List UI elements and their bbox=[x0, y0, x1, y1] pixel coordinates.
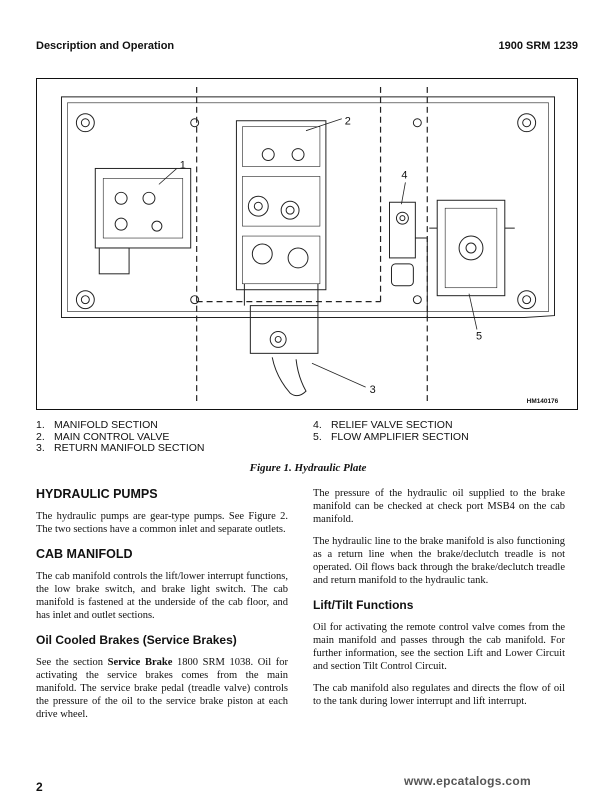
legend-item: 2. MAIN CONTROL VALVE bbox=[36, 430, 170, 443]
paragraph-brakes: See the section Service Brake 1800 SRM 1038. Oil for activating the service brakes comes from the main manifold. The service brake pedal (treadle valve) controls the pressure of the oil to the service brake piston at each drive wheel. bbox=[36, 657, 289, 720]
paragraph-return-line: The hydraulic line to the brake manifold is also functioning as a return line when the brake/declutch treadle is not operated. Oil flows back through the brake/declutch treadle and return manifold to the hydraulic tank. bbox=[313, 536, 565, 586]
paragraph-lift-tilt: Oil for activating the remote control valve comes from the main manifold and passes through the cab manifold. For further information, see the section Lift and Lower Circuit and section Tilt Control Circuit. bbox=[313, 622, 565, 672]
hydraulic-plate-drawing bbox=[37, 79, 577, 409]
legend-item: 4. RELIEF VALVE SECTION bbox=[313, 419, 453, 431]
heading-lift-tilt: Lift/Tilt Functions bbox=[313, 598, 414, 612]
left-column bbox=[36, 487, 288, 721]
heading-hydraulic-pumps: HYDRAULIC PUMPS bbox=[36, 487, 158, 501]
callout-2: 2 bbox=[344, 115, 351, 128]
paragraph-cab-regulation: The cab manifold also regulates and directs the flow of oil to the tank during lower interrupt and lift interrupt. bbox=[313, 683, 565, 707]
callout-4: 4 bbox=[401, 169, 408, 182]
heading-cab-manifold: CAB MANIFOLD bbox=[36, 547, 133, 561]
paragraph-cab-manifold: The cab manifold controls the lift/lower interrupt functions, the low brake switch, and brake light switch. The cab manifold is fastened at the underside of the cab floor, and has inlet and outlet sections. bbox=[36, 571, 288, 621]
header-right: 1900 SRM 1239 bbox=[498, 40, 578, 52]
legend-item: 1. MANIFOLD SECTION bbox=[36, 419, 158, 431]
hydraulic-plate-figure bbox=[36, 78, 578, 410]
watermark-link[interactable]: www.epcatalogs.com bbox=[404, 774, 531, 788]
drawing-id: HM140176 bbox=[526, 398, 559, 406]
heading-oil-cooled-brakes: Oil Cooled Brakes (Service Brakes) bbox=[36, 633, 237, 647]
figure-legend-left bbox=[36, 420, 205, 455]
right-column bbox=[313, 487, 565, 708]
callout-3: 3 bbox=[369, 384, 376, 397]
callout-5: 5 bbox=[475, 330, 483, 343]
paragraph-pumps: The hydraulic pumps are gear-type pumps. See Figure 2. The two sections have a common inlet and separate outlets. bbox=[36, 511, 288, 535]
page-number: 2 bbox=[36, 780, 43, 794]
figure-legend-right bbox=[313, 420, 469, 443]
figure-caption: Figure 1. Hydraulic Plate bbox=[249, 462, 367, 474]
paragraph-pressure-check: The pressure of the hydraulic oil supplied to the brake manifold can be checked at check port MSB4 on the cab manifold. bbox=[313, 488, 565, 525]
legend-item: 3. RETURN MANIFOLD SECTION bbox=[36, 442, 205, 454]
header-left: Description and Operation bbox=[36, 40, 175, 52]
callout-1: 1 bbox=[179, 159, 186, 172]
legend-item: 5. FLOW AMPLIFIER SECTION bbox=[313, 430, 469, 443]
